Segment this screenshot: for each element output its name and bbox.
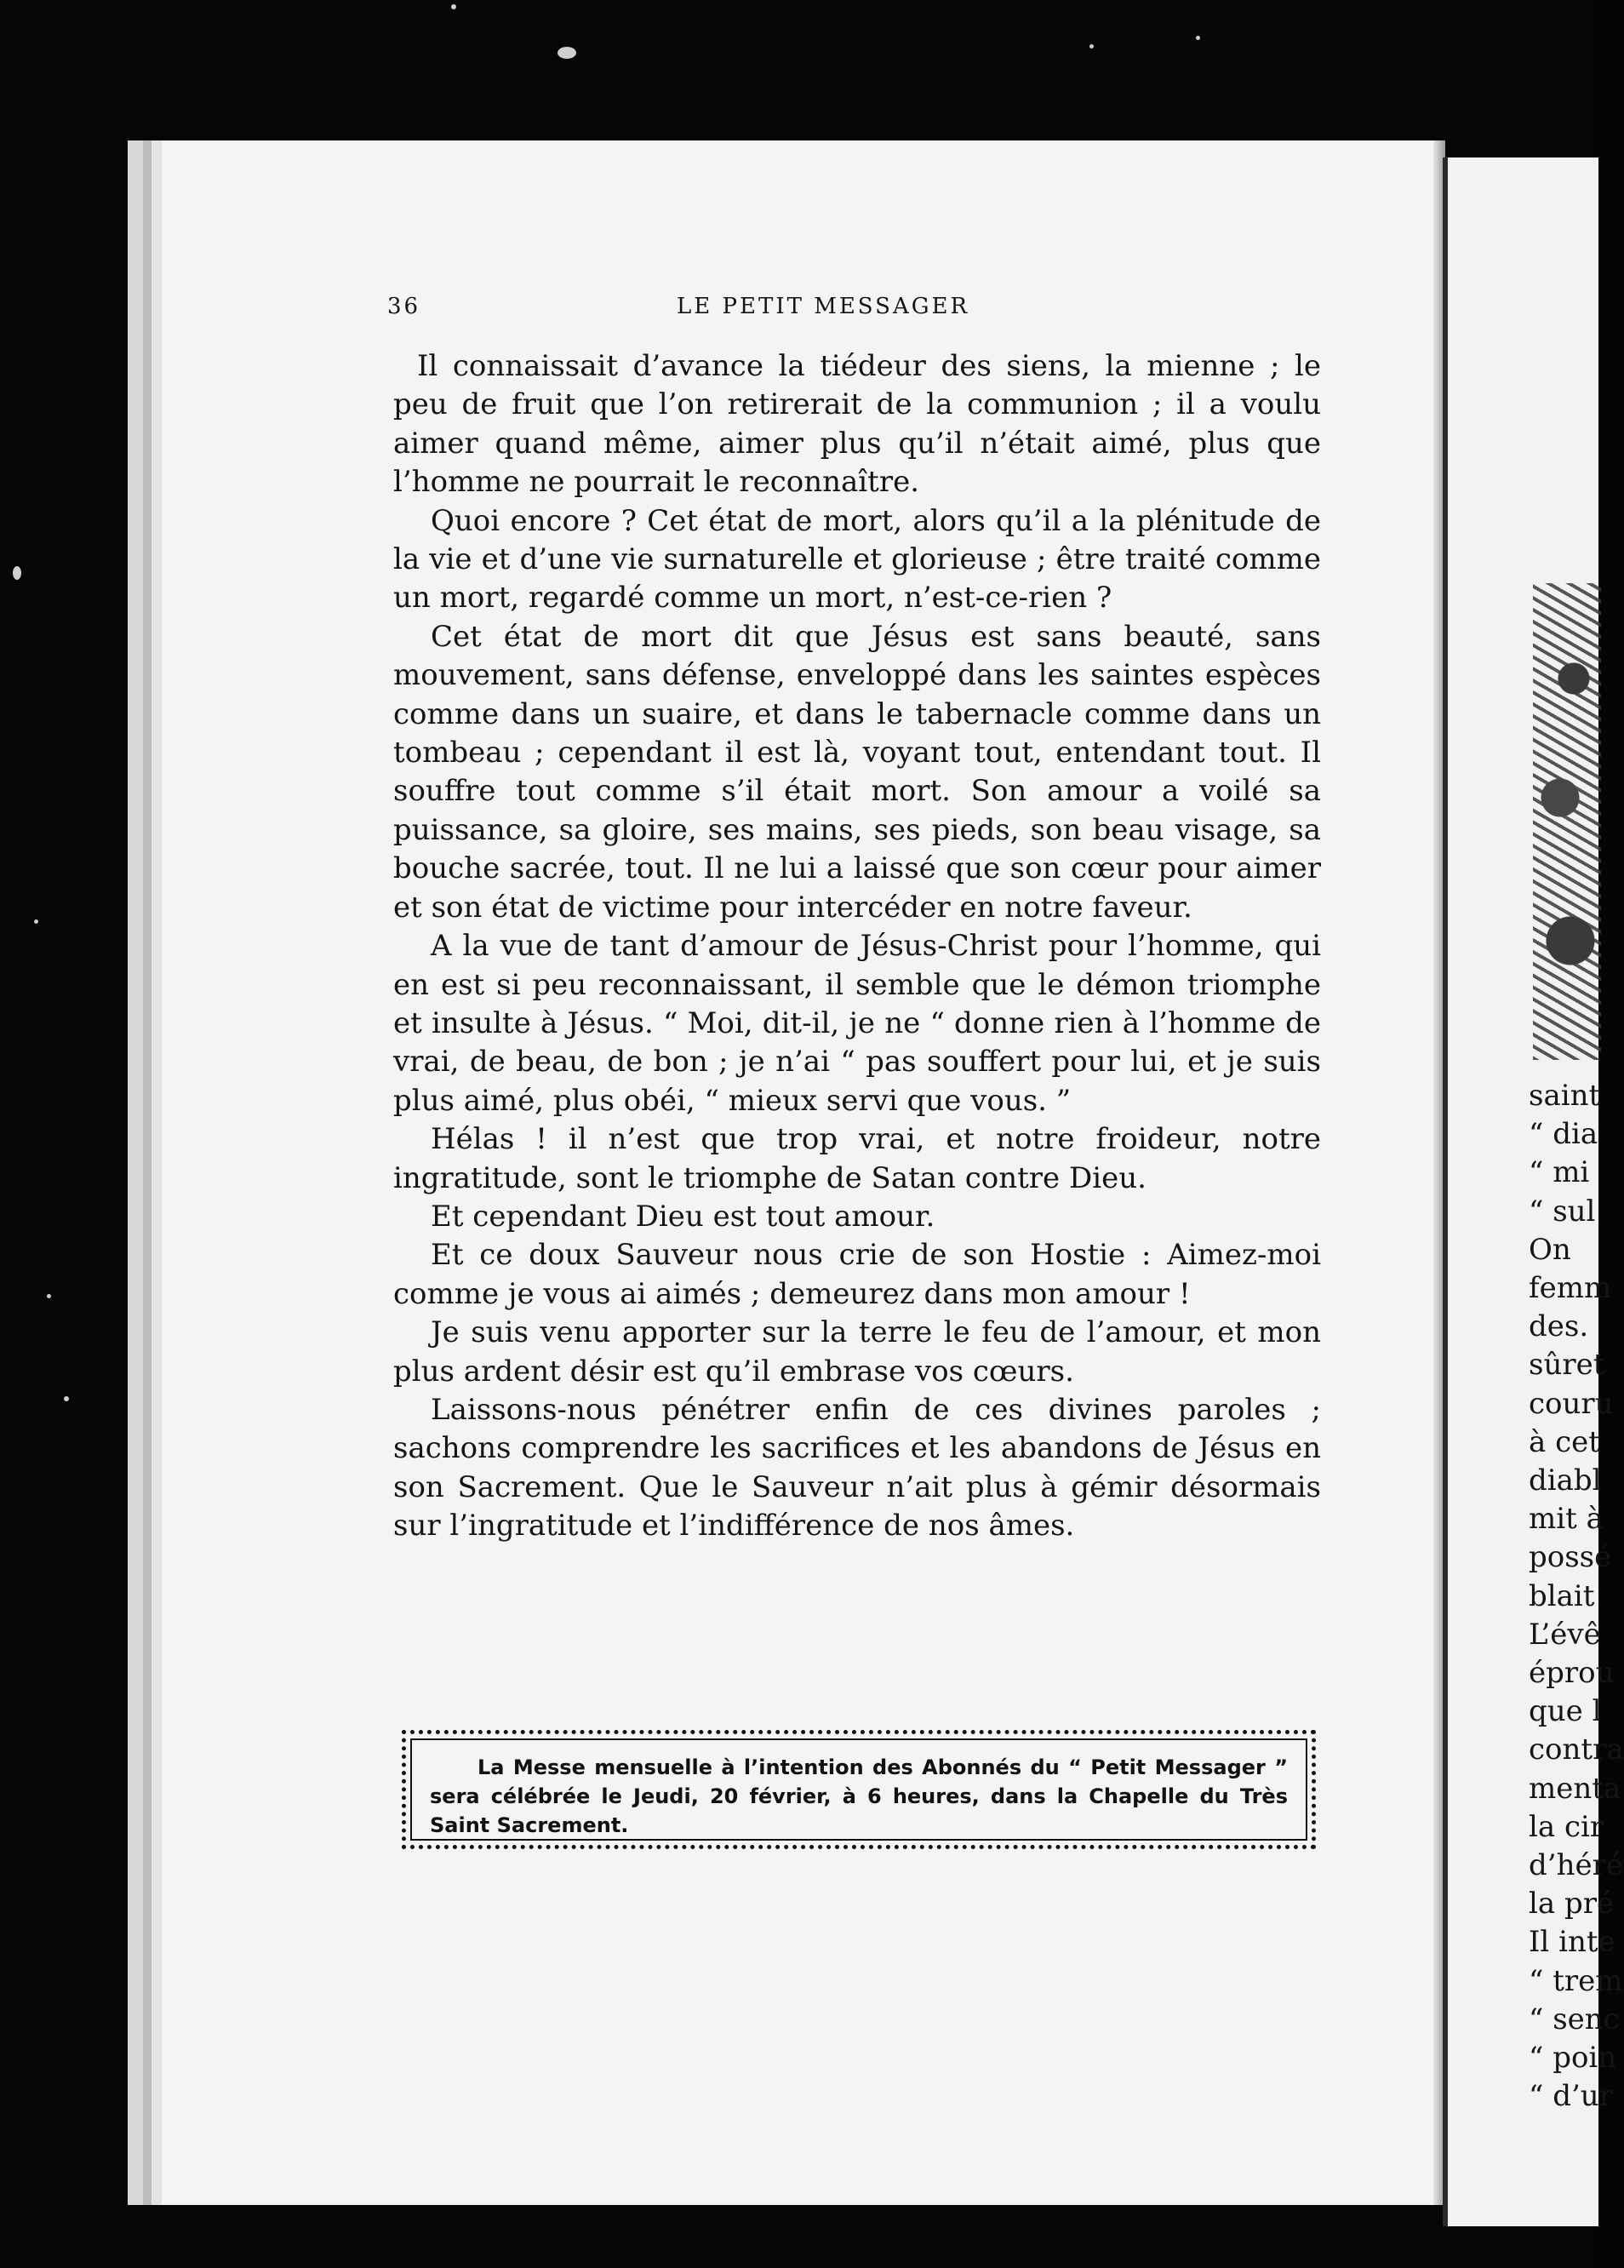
mass-notice-text: La Messe mensuelle à l’intention des Abonnés du “ Petit Messager ” sera célébrée le Jeudi, 20 février, à 6 heures, dans la Chapelle du Très Saint Sacrement. [430, 1755, 1288, 1837]
dust-speck [64, 1396, 69, 1401]
paragraph: Il connaissait d’avance la tiédeur des siens, la mienne ; le peu de fruit que l’on retirerait de la communion ; il a voulu aimer quand même, aimer plus qu’il n’était aimé, plus que l’homme ne pourrait le reconnaître. [393, 349, 1321, 500]
paragraph: Cet état de mort dit que Jésus est sans beauté, sans mouvement, sans défense, enveloppé dans les saintes espèces comme dans un suaire, et dans le tabernacle comme dans un tombeau ; cependant il est là, voyant tout, entendant tout. Il souffre tout comme s’il était mort. Son amour a voilé sa puissance, sa gloire, ses mains, ses pieds, son beau visage, sa bouche sacrée, tout. Il ne lui a laissé que son cœur pour aimer et son état de victime pour intercéder en notre faveur. [393, 619, 1321, 925]
article-body [393, 347, 1321, 1546]
facing-page-line: sûret [1529, 1348, 1605, 1383]
facing-page-line: saint [1529, 1079, 1601, 1113]
paragraph: A la vue de tant d’amour de Jésus-Christ pour l’homme, qui en est si peu reconnaissant, il semble que le démon triomphe et insulte à Jésus. “ Moi, dit-il, je ne “ donne rien à l’homme de vrai, de beau, de bon ; je n’ai “ pas souffert pour lui, et je suis plus aimé, plus obéi, “ mieux servi que vous. ” [393, 929, 1321, 1118]
facing-page-line: diabl [1529, 1463, 1602, 1498]
facing-page-line: contra [1529, 1732, 1624, 1767]
dust-speck [47, 1294, 51, 1298]
facing-page-line: “ mi [1529, 1155, 1590, 1190]
facing-page-line: à cet [1529, 1424, 1600, 1459]
facing-page-line: la cir [1529, 1809, 1604, 1844]
dust-speck [558, 47, 576, 59]
facing-page-line: que l [1529, 1694, 1602, 1729]
mass-notice-box [402, 1730, 1316, 1849]
dust-speck [13, 566, 21, 580]
facing-page-line: d’héré [1529, 1848, 1623, 1883]
facing-page-line: “ d’ur [1529, 2079, 1613, 2114]
facing-page-line: “ trem [1529, 1963, 1623, 1998]
ornament-illustration [1533, 583, 1601, 1060]
facing-page-line: “ senc [1529, 2002, 1620, 2036]
facing-page-line: menta [1529, 1771, 1621, 1806]
dust-speck [451, 4, 456, 9]
paragraph: Hélas ! il n’est que trop vrai, et notre froideur, notre ingratitude, sont le triomphe de Satan contre Dieu. [393, 1122, 1321, 1195]
facing-page-line: L’évê [1529, 1617, 1601, 1652]
page-number: 36 [387, 294, 421, 319]
facing-page-line: mit à [1529, 1502, 1604, 1537]
facing-page-line: des. [1529, 1309, 1589, 1344]
facing-page-line: femm [1529, 1271, 1612, 1306]
running-title: LE PETIT MESSAGER [677, 294, 970, 319]
facing-page-line: Il inte [1529, 1925, 1615, 1960]
facing-page-line: “ dia [1529, 1117, 1598, 1152]
facing-page-line: “ poin [1529, 2041, 1617, 2076]
dust-speck [1196, 36, 1200, 40]
paragraph: Et cependant Dieu est tout amour. [431, 1199, 935, 1234]
facing-page-line: possé [1529, 1540, 1612, 1575]
paragraph: Quoi encore ? Cet état de mort, alors qu’il a la plénitude de la vie et d’une vie surnaturelle et glorieuse ; être traité comme un mort, regardé comme un mort, n’est-ce-rien ? [393, 503, 1321, 616]
paragraph: Je suis venu apporter sur la terre le feu de l’amour, et mon plus ardent désir est qu’il embrase vos cœurs. [393, 1315, 1321, 1389]
facing-page-line: couru [1529, 1386, 1614, 1421]
dust-speck [34, 919, 38, 924]
right-page [1443, 158, 1624, 2226]
facing-page-line: “ sul [1529, 1194, 1596, 1228]
paragraph: Laissons-nous pénétrer enfin de ces divines paroles ; sachons comprendre les sacrifices et les abandons de Jésus en son Sacrement. Que le Sauveur n’ait plus à gémir désormais sur l’ingratitude et l’indifférence de nos âmes. [393, 1392, 1321, 1544]
facing-page-line: blait [1529, 1578, 1595, 1613]
facing-page-line: éprou [1529, 1656, 1615, 1691]
facing-page-line: la pré [1529, 1887, 1615, 1922]
facing-page-line: On [1529, 1232, 1571, 1267]
dust-speck [1089, 44, 1094, 49]
facing-page-text [1529, 1077, 1624, 2116]
paragraph: Et ce doux Sauveur nous crie de son Hostie : Aimez-moi comme je vous ai aimés ; demeurez dans mon amour ! [393, 1238, 1321, 1311]
